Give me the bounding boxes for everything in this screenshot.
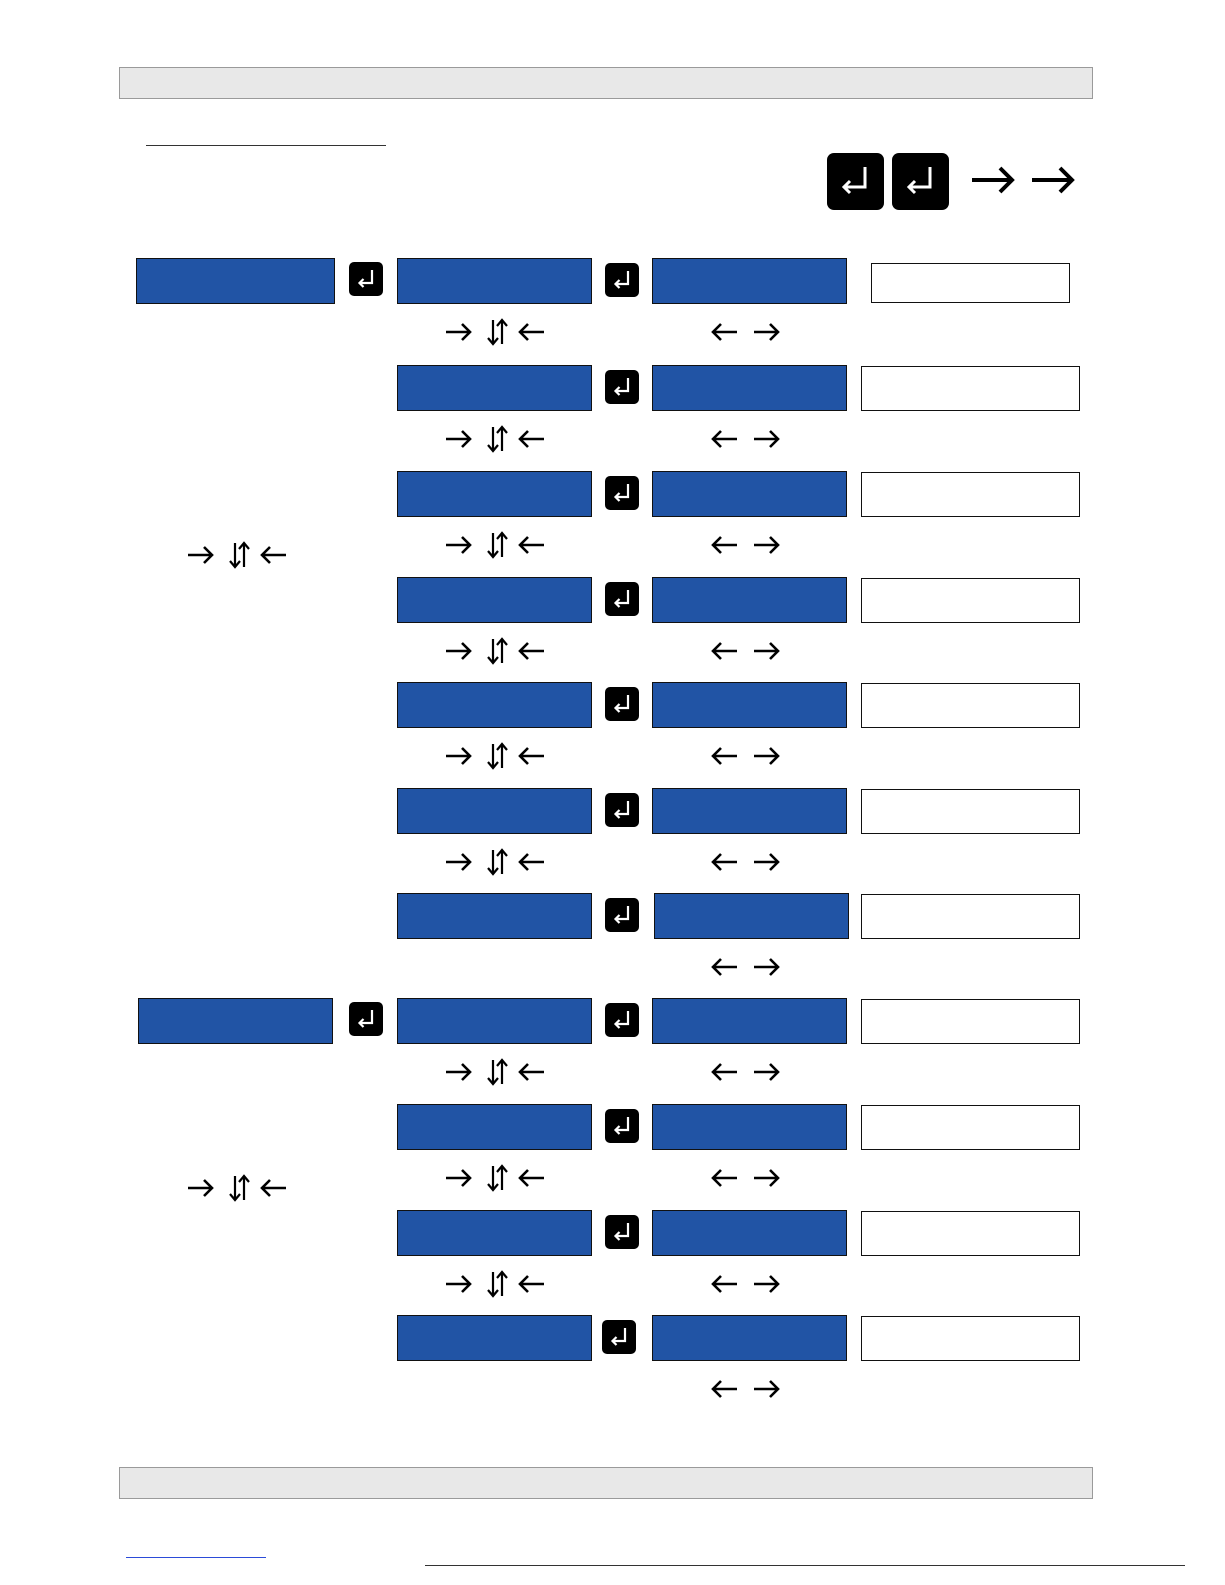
menu-level1-display[interactable] [138,998,333,1044]
left-arrow-icon [516,745,546,767]
menu-level3-display[interactable] [652,365,847,411]
enter-key-icon [605,1215,639,1249]
enter-key-icon [349,262,383,296]
right-arrow-icon [752,321,782,343]
value-field[interactable] [861,366,1080,411]
up-down-arrow-icon [486,637,510,665]
right-arrow-icon [186,1177,216,1199]
enter-key-icon [605,898,639,932]
right-arrow-icon [752,428,782,450]
left-arrow-icon [709,321,739,343]
enter-key-icon [605,476,639,510]
menu-level2-display[interactable] [397,471,592,517]
enter-key-icon [605,1003,639,1037]
left-arrow-icon [709,534,739,556]
right-arrow-icon [186,544,216,566]
enter-key-icon [605,687,639,721]
menu-level2-display[interactable] [397,893,592,939]
up-down-arrow-icon [486,318,510,346]
enter-key-icon [605,370,639,404]
left-arrow-icon [516,1167,546,1189]
up-down-arrow-icon [486,531,510,559]
value-field[interactable] [861,1105,1080,1150]
right-arrow-icon [444,321,474,343]
left-arrow-icon [516,1273,546,1295]
menu-level3-display[interactable] [652,682,847,728]
value-field[interactable] [871,263,1070,303]
menu-level3-display[interactable] [652,1315,847,1361]
right-arrow-icon [444,851,474,873]
menu-level2-display[interactable] [397,1315,592,1361]
right-arrow-icon [444,640,474,662]
enter-key-icon [605,793,639,827]
page-footer-bar [119,1467,1093,1499]
value-field[interactable] [861,1316,1080,1361]
left-arrow-icon [709,745,739,767]
menu-level3-display[interactable] [652,577,847,623]
value-field[interactable] [861,683,1080,728]
menu-level2-display[interactable] [397,1104,592,1150]
left-arrow-icon [709,956,739,978]
menu-level3-display[interactable] [652,1210,847,1256]
right-arrow-icon [752,851,782,873]
enter-key-icon [827,153,884,210]
menu-level3-display[interactable] [652,998,847,1044]
enter-key-icon [602,1320,636,1354]
left-arrow-icon [258,1177,288,1199]
left-arrow-icon [516,640,546,662]
right-arrow-icon [752,1273,782,1295]
left-arrow-icon [709,851,739,873]
left-arrow-icon [709,1273,739,1295]
menu-level2-display[interactable] [397,258,592,304]
left-arrow-icon [516,1061,546,1083]
value-field[interactable] [861,999,1080,1044]
right-arrow-icon [444,428,474,450]
menu-level2-display[interactable] [397,998,592,1044]
footer-link-rule [126,1557,266,1558]
footer-rule [425,1565,1185,1566]
left-arrow-icon [709,640,739,662]
menu-level3-display[interactable] [652,788,847,834]
value-field[interactable] [861,1211,1080,1256]
menu-level3-display[interactable] [654,893,849,939]
right-arrow-icon [752,745,782,767]
value-field[interactable] [861,578,1080,623]
up-down-arrow-icon [228,1174,252,1202]
left-arrow-icon [516,321,546,343]
right-arrow-icon [444,1167,474,1189]
up-down-arrow-icon [486,1058,510,1086]
menu-level2-display[interactable] [397,682,592,728]
enter-key-icon [605,1109,639,1143]
right-arrow-icon [444,534,474,556]
right-arrow-icon [752,956,782,978]
enter-key-icon [605,263,639,297]
right-arrow-icon [444,1273,474,1295]
right-arrow-icon [970,164,1016,196]
up-down-arrow-icon [486,742,510,770]
enter-key-icon [349,1002,383,1036]
right-arrow-icon [1030,164,1076,196]
value-field[interactable] [861,789,1080,834]
left-arrow-icon [709,1167,739,1189]
menu-level3-display[interactable] [652,471,847,517]
right-arrow-icon [444,1061,474,1083]
menu-level2-display[interactable] [397,1210,592,1256]
menu-level3-display[interactable] [652,258,847,304]
right-arrow-icon [444,745,474,767]
left-arrow-icon [709,1061,739,1083]
page-header-bar [119,67,1093,99]
up-down-arrow-icon [486,425,510,453]
left-arrow-icon [516,851,546,873]
enter-key-icon [605,582,639,616]
left-arrow-icon [258,544,288,566]
value-field[interactable] [861,894,1080,939]
left-arrow-icon [516,428,546,450]
up-down-arrow-icon [486,1270,510,1298]
up-down-arrow-icon [486,848,510,876]
right-arrow-icon [752,534,782,556]
menu-level3-display[interactable] [652,1104,847,1150]
up-down-arrow-icon [228,541,252,569]
right-arrow-icon [752,1167,782,1189]
value-field[interactable] [861,472,1080,517]
enter-key-icon [892,153,949,210]
menu-level2-display[interactable] [397,365,592,411]
left-arrow-icon [516,534,546,556]
left-arrow-icon [709,428,739,450]
menu-level1-display[interactable] [136,258,335,304]
right-arrow-icon [752,1061,782,1083]
menu-level2-display[interactable] [397,788,592,834]
section-title-underline [146,145,386,146]
left-arrow-icon [709,1378,739,1400]
menu-level2-display[interactable] [397,577,592,623]
right-arrow-icon [752,1378,782,1400]
right-arrow-icon [752,640,782,662]
up-down-arrow-icon [486,1164,510,1192]
